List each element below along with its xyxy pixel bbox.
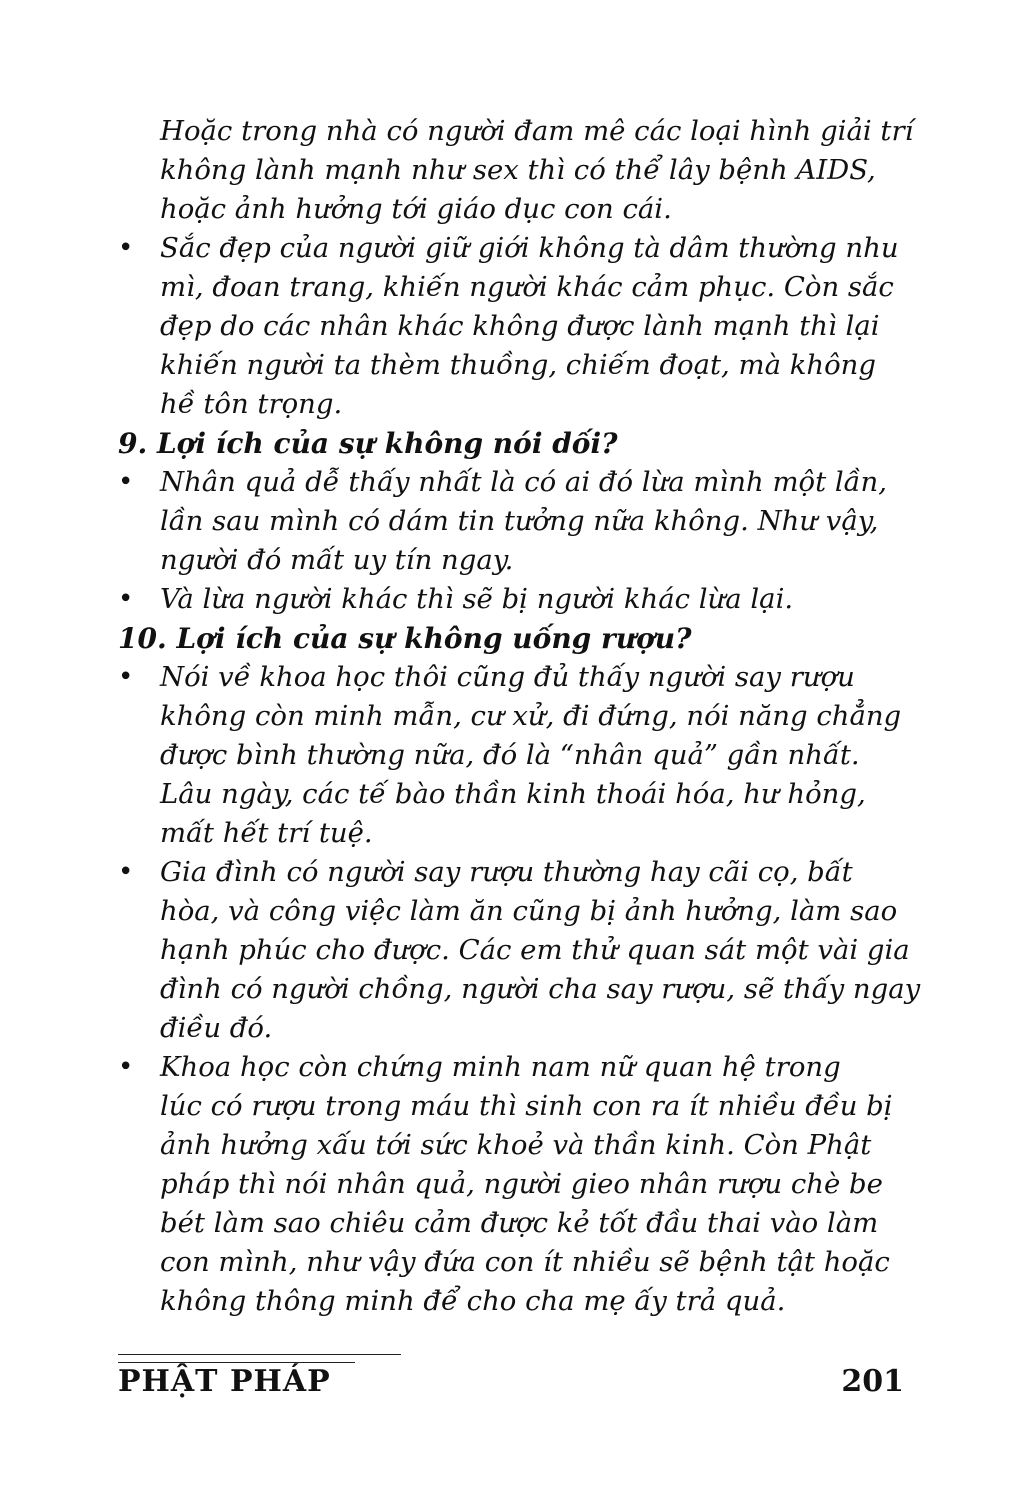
bullet-icon: •: [118, 233, 134, 263]
line-text: điều đó.: [160, 1012, 273, 1044]
bullet-line: [118, 1048, 908, 1087]
line-text: hề tôn trọng.: [160, 388, 343, 420]
line-text: người đó mất uy tín ngay.: [160, 544, 514, 576]
text-line: [118, 1009, 908, 1048]
bullet-icon: •: [118, 857, 134, 887]
text-line: [118, 268, 908, 307]
bullet-icon: •: [118, 584, 134, 614]
line-text: hạnh phúc cho được. Các em thử quan sát một vài gia: [160, 934, 910, 966]
text-line: [118, 814, 908, 853]
text-line: [118, 1204, 908, 1243]
text-line: [118, 931, 908, 970]
text-line: [118, 892, 908, 931]
bullet-line: [118, 658, 908, 697]
line-text: Và lừa người khác thì sẽ bị người khác lừa lại.: [160, 583, 794, 615]
text-line: [118, 541, 908, 580]
line-text: không thông minh để cho cha mẹ ấy trả quả.: [160, 1285, 786, 1317]
text-line: [118, 307, 908, 346]
heading-text: 10. Lợi ích của sự không uống rượu?: [118, 622, 692, 655]
line-text: được bình thường nữa, đó là “nhân quả” gần nhất.: [160, 739, 860, 771]
page-number: 201: [841, 1364, 904, 1399]
bullet-icon: •: [118, 1052, 134, 1082]
line-text: mì, đoan trang, khiến người khác cảm phục. Còn sắc: [160, 271, 894, 303]
line-text: Nhân quả dễ thấy nhất là có ai đó lừa mình một lần,: [160, 466, 887, 498]
running-footer-title: PHẬT PHÁP: [118, 1364, 331, 1399]
line-text: đẹp do các nhân khác không được lành mạnh thì lại: [160, 310, 880, 342]
line-text: pháp thì nói nhân quả, người gieo nhân rượu chè be: [160, 1168, 883, 1200]
line-text: lúc có rượu trong máu thì sinh con ra ít nhiều đều bị: [160, 1090, 893, 1122]
text-line: [118, 1087, 908, 1126]
line-text: bét làm sao chiêu cảm được kẻ tốt đầu thai vào làm: [160, 1207, 879, 1239]
text-line: [118, 112, 914, 151]
line-text: Sắc đẹp của người giữ giới không tà dâm thường nhu: [160, 232, 899, 264]
text-line: [118, 346, 908, 385]
text-line: [118, 775, 908, 814]
bullet-line: [118, 580, 908, 619]
line-text: hoặc ảnh hưởng tới giáo dục con cái.: [160, 193, 672, 225]
text-line: [118, 736, 908, 775]
section-heading: [118, 424, 908, 463]
text-line: [118, 190, 908, 229]
text-line: [118, 970, 921, 1009]
line-text: hòa, và công việc làm ăn cũng bị ảnh hưởng, làm sao: [160, 895, 898, 927]
line-text: không lành mạnh như sex thì có thể lây bệnh AIDS,: [160, 154, 876, 186]
text-line: [118, 1165, 908, 1204]
line-text: Khoa học còn chứng minh nam nữ quan hệ trong: [160, 1051, 841, 1083]
line-text: Nói về khoa học thôi cũng đủ thấy người say rượu: [160, 661, 855, 693]
heading-text: 9. Lợi ích của sự không nói dối?: [118, 427, 618, 460]
text-line: [118, 151, 908, 190]
bullet-icon: •: [118, 662, 134, 692]
line-text: khiến người ta thèm thuồng, chiếm đoạt, mà không: [160, 349, 876, 381]
line-text: mất hết trí tuệ.: [160, 817, 373, 849]
bullet-icon: •: [118, 467, 134, 497]
line-text: ảnh hưởng xấu tới sức khoẻ và thần kinh. Còn Phật: [160, 1129, 872, 1161]
text-line: [118, 385, 908, 424]
text-line: [118, 1282, 908, 1321]
text-line: [118, 1126, 908, 1165]
line-text: con mình, như vậy đứa con ít nhiều sẽ bệnh tật hoặc: [160, 1246, 890, 1278]
footer-rule: [118, 1362, 355, 1363]
line-text: không còn minh mẫn, cư xử, đi đứng, nói năng chẳng: [160, 700, 902, 732]
text-line: [118, 697, 908, 736]
section-heading: [118, 619, 908, 658]
line-text: đình có người chồng, người cha say rượu, sẽ thấy ngay: [160, 973, 921, 1005]
bullet-line: [118, 229, 908, 268]
footer-rule: [118, 1354, 401, 1355]
bullet-line: [118, 463, 908, 502]
line-text: Hoặc trong nhà có người đam mê các loại hình giải trí: [160, 115, 914, 147]
text-line: [118, 502, 908, 541]
line-text: Lâu ngày, các tế bào thần kinh thoái hóa, hư hỏng,: [160, 778, 866, 810]
line-text: lần sau mình có dám tin tưởng nữa không. Như vậy,: [160, 505, 879, 537]
body-text: [118, 112, 921, 1321]
line-text: Gia đình có người say rượu thường hay cãi cọ, bất: [160, 856, 853, 888]
bullet-line: [118, 853, 908, 892]
text-line: [118, 1243, 908, 1282]
